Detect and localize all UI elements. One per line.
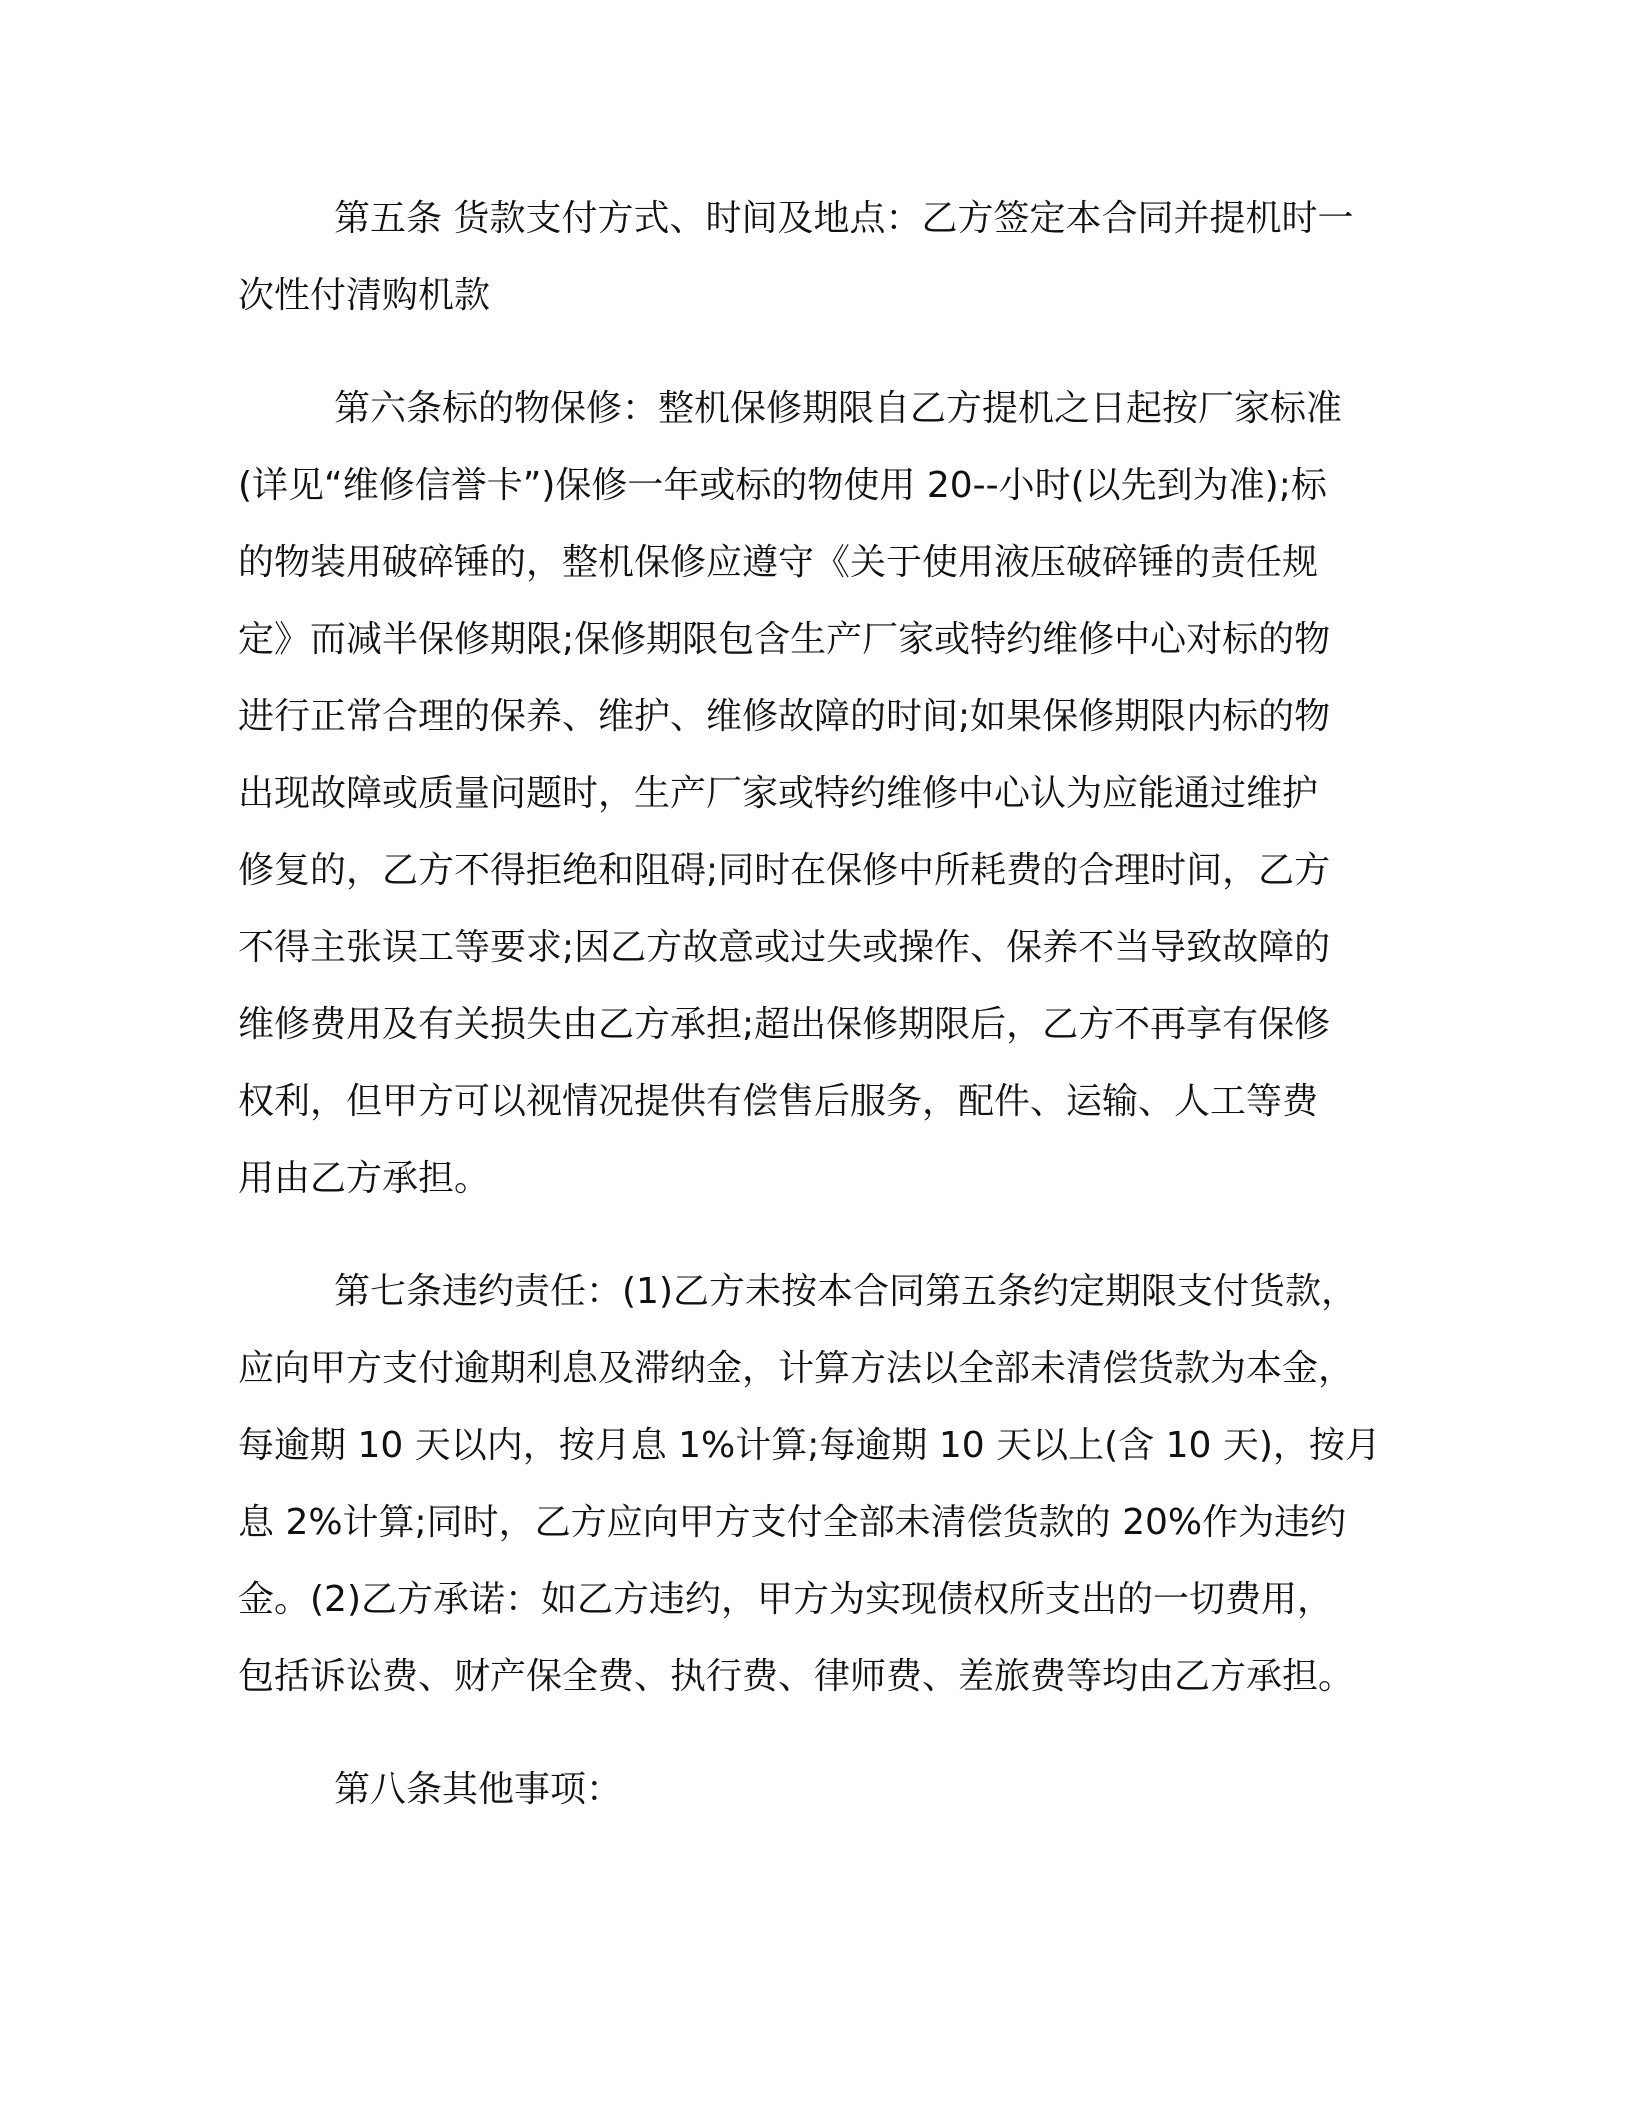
paragraph-line: 第五条 货款支付方式、时间及地点：乙方签定本合同并提机时一 bbox=[334, 198, 1354, 239]
clause-8-other bbox=[238, 1751, 1388, 1828]
paragraph-line: 维修费用及有关损失由乙方承担;超出保修期限后，乙方不再享有保修 bbox=[238, 1004, 1331, 1045]
paragraph-line: 用由乙方承担。 bbox=[238, 1158, 491, 1199]
paragraph-line: 次性付清购机款 bbox=[238, 275, 491, 316]
paragraph-line: 权利，但甲方可以视情况提供有偿售后服务，配件、运输、人工等费 bbox=[238, 1081, 1319, 1122]
paragraph-line: 出现故障或质量问题时，生产厂家或特约维修中心认为应能通过维护 bbox=[238, 773, 1319, 814]
paragraph-line: 应向甲方支付逾期利息及滞纳金，计算方法以全部未清偿货款为本金， bbox=[238, 1348, 1355, 1389]
paragraph-line: 第八条其他事项： bbox=[334, 1769, 623, 1810]
paragraph-line: 包括诉讼费、财产保全费、执行费、律师费、差旅费等均由乙方承担。 bbox=[238, 1656, 1355, 1697]
clause-7-liability bbox=[238, 1253, 1388, 1715]
paragraph-line: 第六条标的物保修：整机保修期限自乙方提机之日起按厂家标准 bbox=[334, 388, 1343, 429]
paragraph-line: 的物装用破碎锤的，整机保修应遵守《关于使用液压破碎锤的责任规 bbox=[238, 542, 1319, 583]
paragraph-line: 修复的，乙方不得拒绝和阻碍;同时在保修中所耗费的合理时间，乙方 bbox=[238, 850, 1331, 891]
paragraph-line: 每逾期 10 天以内，按月息 1%计算;每逾期 10 天以上(含 10 天)，按月 bbox=[238, 1425, 1381, 1466]
clause-6-warranty bbox=[238, 370, 1388, 1217]
paragraph-line: 定》而减半保修期限;保修期限包含生产厂家或特约维修中心对标的物 bbox=[238, 619, 1331, 660]
paragraph-line: 不得主张误工等要求;因乙方故意或过失或操作、保养不当导致故障的 bbox=[238, 927, 1331, 968]
document-body bbox=[238, 180, 1388, 1864]
paragraph-line: 进行正常合理的保养、维护、维修故障的时间;如果保修期限内标的物 bbox=[238, 696, 1331, 737]
paragraph-line: 金。(2)乙方承诺：如乙方违约，甲方为实现债权所支出的一切费用， bbox=[238, 1579, 1333, 1620]
paragraph-line: 息 2%计算;同时，乙方应向甲方支付全部未清偿货款的 20%作为违约 bbox=[238, 1502, 1347, 1543]
paragraph-line: 第七条违约责任：(1)乙方未按本合同第五条约定期限支付货款， bbox=[334, 1271, 1357, 1312]
paragraph-line: (详见“维修信誉卡”)保修一年或标的物使用 20--小时(以先到为准);标 bbox=[238, 465, 1327, 506]
clause-5-payment bbox=[238, 180, 1388, 334]
